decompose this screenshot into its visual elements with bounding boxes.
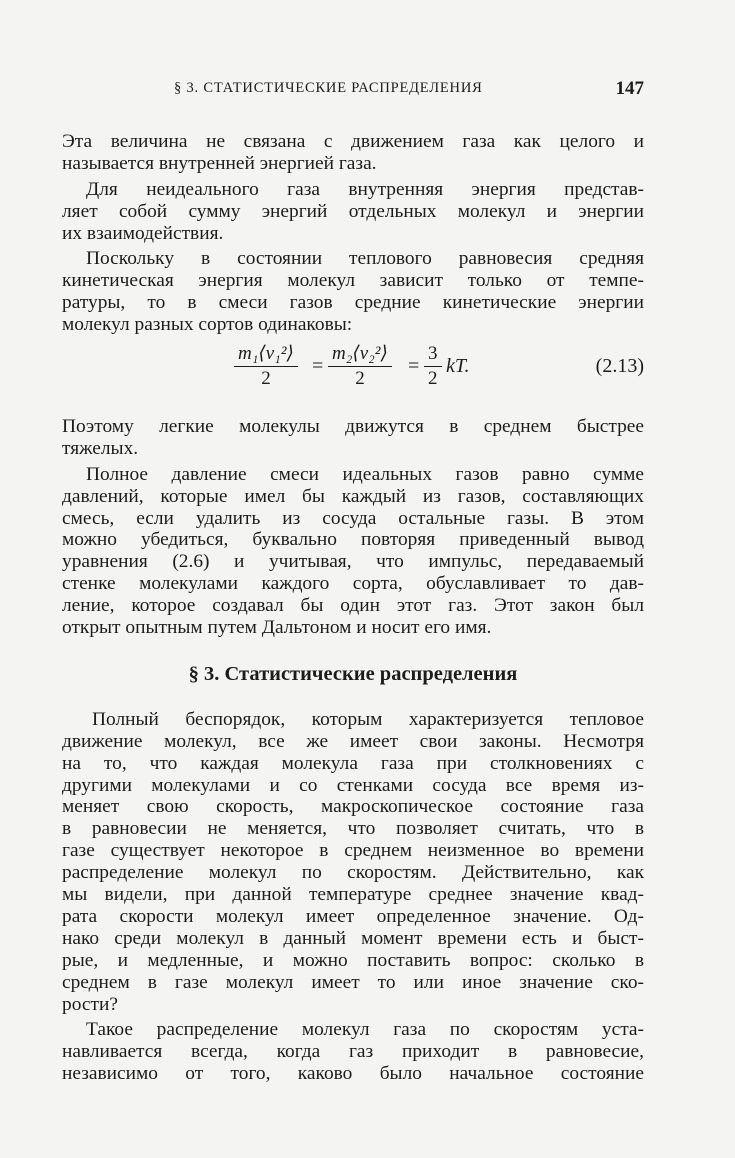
fraction-3 <box>424 342 442 391</box>
text-line: уравнения (2.6) и учитывая, что импульс, передаваемый <box>62 551 644 573</box>
page-number: 147 <box>615 78 644 99</box>
text-line: другими молекулами и со стенками сосуда все время из- <box>62 774 644 796</box>
text-line: можно убедиться, буквально повторяя приведенный вывод <box>62 529 644 551</box>
text-line: давлений, которые имел бы каждый из газов, составляющих <box>62 485 644 507</box>
kt-term: kT. <box>446 355 470 378</box>
fraction-2 <box>328 342 392 391</box>
text-line: ляет собой сумму энергий отдельных молекул и энергии <box>62 200 644 222</box>
text-line: рата скорости молекул имеет определенное значение. Од- <box>62 905 644 927</box>
text-line: навливается всегда, когда газ приходит в равновесие, <box>62 1041 644 1063</box>
text-line: ратуры, то в смеси газов средние кинетические энергии <box>62 292 644 314</box>
paragraph-2 <box>62 179 644 245</box>
text-line: в равновесии не меняется, что позволяет считать, что в <box>62 818 644 840</box>
text-line: газе существует некоторое в среднем неизменное во времени <box>62 840 644 862</box>
text-line: ление, которое создавал бы один этот газ. Этот закон был <box>62 595 644 617</box>
equals-sign: = <box>408 355 420 378</box>
section-heading: § 3. Статистические распределения <box>188 662 518 685</box>
page-body <box>62 131 644 1085</box>
text-line: кинетическая энергия молекул зависит только от темпе- <box>62 270 644 292</box>
text-line: среднем в газе молекул имеет то или иное значение ско- <box>62 971 644 993</box>
paragraph-4 <box>62 416 644 460</box>
text-line: распределение молекул по скоростям. Действительно, как <box>62 862 644 884</box>
equation-number: (2.13) <box>595 355 644 378</box>
text-line: Полное давление смеси идеальных газов равно сумме <box>86 463 644 485</box>
text-line: независимо от того, каково было начальное состояние <box>62 1063 644 1085</box>
text-line: рости? <box>62 993 118 1015</box>
text-line: Поэтому легкие молекулы движутся в среднем быстрее <box>62 416 644 438</box>
text-line: Поскольку в состоянии теплового равновесия средняя <box>86 248 644 270</box>
text-line: мы видели, при данной температуре среднее значение квад- <box>62 884 644 906</box>
paragraph-3 <box>62 248 644 336</box>
text-line: меняет свою скорость, макроскопическое состояние газа <box>62 796 644 818</box>
paragraph-1 <box>62 131 644 175</box>
paragraph-5 <box>62 464 644 639</box>
paragraph-6 <box>62 709 644 1015</box>
fraction-denominator: 2 <box>428 368 438 390</box>
text-line: Такое распределение молекул газа по скоростям уста- <box>86 1019 644 1041</box>
text-line: молекул разных сортов одинаковы: <box>62 314 353 336</box>
paragraph-7 <box>62 1019 644 1085</box>
equals-sign: = <box>312 355 324 378</box>
page-header <box>62 78 644 102</box>
fraction-numerator: m₁⟨v₁²⟩ <box>234 342 298 367</box>
text-line: нако среди молекул в данный момент времени есть и быст- <box>62 927 644 949</box>
fraction-1 <box>234 342 298 391</box>
running-title: § 3. СТАТИСТИЧЕСКИЕ РАСПРЕДЕЛЕНИЯ <box>174 80 483 96</box>
text-line: тяжелых. <box>62 437 139 459</box>
text-line: рые, и медленные, и можно поставить вопрос: сколько в <box>62 949 644 971</box>
text-line: Полный беспорядок, которым характеризуется тепловое <box>92 708 644 730</box>
text-line: Эта величина не связана с движением газа как целого и <box>62 131 644 152</box>
text-line: называется внутренней энергией газа. <box>62 152 377 174</box>
text-line: стенке молекулами каждого сорта, обуславливает то дав- <box>62 573 644 595</box>
fraction-numerator: m₂⟨v₂²⟩ <box>328 342 392 367</box>
text-line: открыт опытным путем Дальтоном и носит его имя. <box>62 617 492 639</box>
text-line: Для неидеального газа внутренняя энергия представ- <box>86 178 644 200</box>
text-line: движение молекул, все же имеет свои законы. Несмотря <box>62 730 644 752</box>
equation-2-13 <box>62 342 644 406</box>
fraction-numerator: 3 <box>424 342 442 367</box>
text-line: на то, что каждая молекула газа при столкновениях с <box>62 752 644 774</box>
text-line: их взаимодействия. <box>62 222 224 244</box>
fraction-denominator: 2 <box>261 368 271 390</box>
text-line: смесь, если удалить из сосуда остальные газы. В этом <box>62 507 644 529</box>
fraction-denominator: 2 <box>355 368 365 390</box>
